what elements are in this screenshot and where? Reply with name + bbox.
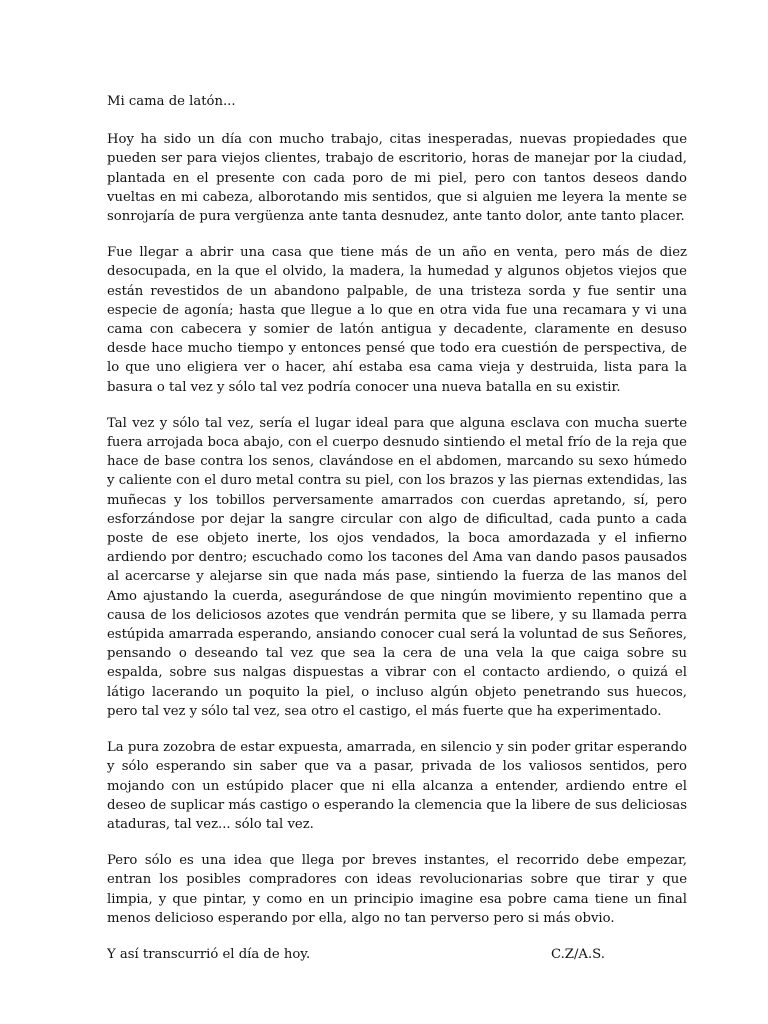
paragraph-2: Fue llegar a abrir una casa que tiene más de un año en venta, pero más de diez desocupada, en la que el olvido, la madera, la humedad y algunos objetos viejos que están revestidos de un abandono palpable, de una tristeza sorda y fue sentir una especie de agonía; hasta que llegue a lo que en otra vida fue una recamara y vi una cama con cabecera y somier de latón antigua y decadente, claramente en desuso desde hace mucho tiempo y entonces pensé que todo era cuestión de perspectiva, de lo que uno eligiera ver o hacer, ahí estaba esa cama vieja y destruida, lista para la basura o tal vez y sólo tal vez podría conocer una nueva batalla en su existir. — [107, 245, 687, 395]
signature: C.Z/A.S. — [551, 946, 605, 962]
document-title: Mi cama de latón... — [107, 94, 236, 109]
paragraph-3: Tal vez y sólo tal vez, sería el lugar ideal para que alguna esclava con mucha suerte fuera arrojada boca abajo, con el cuerpo desnudo sintiendo el metal frío de la reja que hace de base contra los senos, clavándose en el abdomen, marcando su sexo húmedo y caliente con el duro metal contra su piel, con los brazos y las piernas extendidas, las muñecas y los tobillos perversamente amarrados con cuerdas apretando, sí, pero esforzándose por dejar la sangre circular con algo de dificultad, cada punto a cada poste de ese objeto inerte, los ojos vendados, la boca amordazada y el infierno ardiendo por dentro; escuchado como los tacones del Ama van dando pasos pausados al acercarse y alejarse sin que nada más pase, sintiendo la fuerza de las manos del Amo ajustando la cuerda, asegurándose de que ningún movimiento repentino que a causa de los deliciosos azotes que vendrán permita que se libere, y su llamada perra estúpida amarrada esperando, ansiando conocer cual será la voluntad de sus Señores, pensando o deseando tal vez que sea la cera de una vela la que caiga sobre su espalda, sobre sus nalgas dispuestas a vibrar con el contacto ardiendo, o quizá el látigo lacerando un poquito la piel, o incluso algún objeto penetrando sus huecos, pero tal vez y sólo tal vez, sea otro el castigo, el más fuerte que ha experimentado. — [107, 415, 687, 719]
paragraph-4: La pura zozobra de estar expuesta, amarrada, en silencio y sin poder gritar esperando y sólo esperando sin saber que va a pasar, privada de los valiosos sentidos, pero mojando con un estúpido placer que ni ella alcanza a entender, ardiendo entre el deseo de suplicar más castigo o esperando la clemencia que la libere de sus deliciosas ataduras, tal vez... sólo tal vez. — [107, 740, 687, 832]
paragraph-1: Hoy ha sido un día con mucho trabajo, citas inesperadas, nuevas propiedades que pueden ser para viejos clientes, trabajo de escritorio, horas de manejar por la ciudad, plantada en el presente con cada poro de mi piel, pero con tantos deseos dando vueltas en mi cabeza, alborotando mis sentidos, que si alguien me leyera la mente se sonrojaría de pura vergüenza ante tanta desnudez, ante tanto dolor, ante tanto placer. — [107, 132, 687, 225]
document-page — [107, 92, 687, 965]
closing-line: Y así transcurrió el día de hoy. — [107, 946, 311, 962]
closing-row — [107, 945, 687, 965]
paragraph-5: Pero sólo es una idea que llega por breves instantes, el recorrido debe empezar, entran los posibles compradores con ideas revolucionarias sobre que tirar y que limpia, y que pintar, y como en un principio imagine esa pobre cama tiene un final menos delicioso esperando por ella, algo no tan perverso pero si más obvio. — [107, 853, 687, 926]
